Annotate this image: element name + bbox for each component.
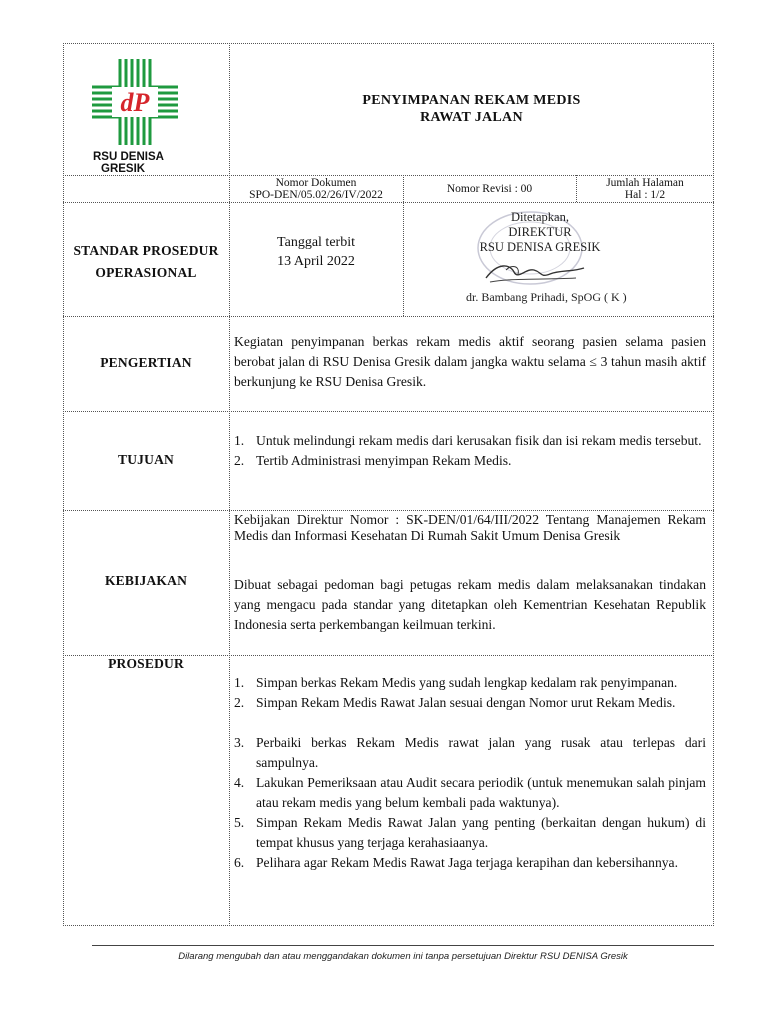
signature-icon (480, 258, 590, 288)
tujuan-label: TUJUAN (118, 452, 174, 467)
list-item (234, 451, 706, 471)
title-line2: RAWAT JALAN (420, 110, 523, 125)
hospital-cross-icon (90, 57, 180, 147)
list-number: 6. (234, 855, 245, 870)
approval-block (440, 210, 640, 255)
page-count-value: Hal : 1/2 (624, 189, 666, 201)
approval-line3: RSU DENISA GRESIK (479, 240, 601, 254)
list-number: 3. (234, 735, 245, 750)
title-line1: PENYIMPANAN REKAM MEDIS (362, 93, 581, 108)
doc-number-value: SPO-DEN/05.02/26/IV/2022 (249, 189, 383, 201)
list-item (234, 733, 706, 773)
kebijakan-purpose: Dibuat sebagai pedoman bagi petugas rekam medis dalam melaksanakan tindakan yang mengacu pada standar yang ditetapkan oleh Kementrian Kesehatan Republik Indonesia serta perkembangan keilmuan terkini. (234, 577, 706, 632)
list-number: 1. (234, 433, 245, 448)
svg-text:dP: dP (120, 88, 150, 117)
sop-label-line1: STANDAR PROSEDUR (73, 243, 219, 258)
kebijakan-label: KEBIJAKAN (104, 573, 188, 588)
signatory-name: dr. Bambang Prihadi, SpOG ( K ) (466, 290, 627, 304)
sop-label-line2: OPERASIONAL (95, 265, 197, 280)
column-divider (403, 202, 404, 316)
list-text: Perbaiki berkas Rekam Medis rawat jalan yang rusak atau terlepas dari sampulnya. (256, 735, 706, 770)
page-count (576, 177, 714, 201)
signature (480, 258, 590, 288)
doc-number-label: Nomor Dokumen (275, 177, 357, 189)
list-item (234, 813, 706, 853)
kebijakan-policy: Kebijakan Direktur Nomor : SK-DEN/01/64/III/2022 Tentang Manajemen Rekam Medis dan Informasi Kesehatan Di Rumah Sakit Umum Denisa Gresik (234, 512, 706, 543)
document-title (229, 92, 714, 126)
revision-number: Nomor Revisi : 00 (446, 183, 533, 195)
page-count-label: Jumlah Halaman (606, 177, 684, 189)
tujuan-list (234, 431, 706, 471)
row-divider (63, 316, 714, 317)
hospital-name (93, 151, 164, 175)
doc-number (229, 177, 403, 201)
hospital-logo (90, 57, 180, 147)
row-divider (63, 411, 714, 412)
list-number: 5. (234, 815, 245, 830)
list-item (234, 773, 706, 813)
list-number: 2. (234, 453, 245, 468)
hospital-name-line1: RSU DENISA (93, 151, 164, 163)
row-divider (63, 175, 714, 176)
approval-line1: Ditetapkan, (511, 210, 569, 224)
list-number: 2. (234, 695, 245, 710)
issue-date-value: 13 April 2022 (277, 254, 355, 269)
sop-label (63, 240, 229, 284)
row-divider (63, 202, 714, 203)
list-text: Lakukan Pemeriksaan atau Audit secara periodik (untuk menemukan salah pinjam atau rekam medis yang belum kembali pada waktunya). (256, 775, 706, 810)
prosedur-list (234, 673, 706, 873)
pengertian-label: PENGERTIAN (100, 355, 192, 370)
row-divider (63, 510, 714, 511)
prosedur-label: PROSEDUR (108, 656, 184, 671)
issue-date-label: Tanggal terbit (277, 235, 355, 250)
footer-divider (92, 945, 714, 946)
list-text: Tertib Administrasi menyimpan Rekam Medis. (256, 453, 512, 468)
column-divider (229, 43, 230, 926)
list-item (234, 853, 706, 873)
approval-line2: DIREKTUR (508, 225, 572, 239)
list-text: Pelihara agar Rekam Medis Rawat Jaga terjaga kerapihan dan kebersihannya. (256, 855, 678, 870)
list-text: Simpan Rekam Medis Rawat Jalan yang penting (berkaitan dengan hukum) di tempat khusus yang terjaga kerahasiaanya. (256, 815, 706, 850)
list-text: Simpan Rekam Medis Rawat Jalan sesuai dengan Nomor urut Rekam Medis. (256, 695, 676, 710)
list-number: 4. (234, 775, 245, 790)
list-item (234, 673, 706, 693)
list-number: 1. (234, 675, 245, 690)
hospital-name-line2: GRESIK (101, 163, 146, 175)
list-text: Untuk melindungi rekam medis dari kerusakan fisik dan isi rekam medis tersebut. (256, 433, 702, 448)
list-item (234, 693, 706, 713)
pengertian-text: Kegiatan penyimpanan berkas rekam medis aktif seorang pasien selama pasien berobat jalan di RSU Denisa Gresik dalam jangka waktu selama ≤ 3 tahun masih aktif berkunjung ke RSU Denisa Gresik. (234, 334, 706, 389)
issue-date (229, 233, 403, 271)
list-text: Simpan berkas Rekam Medis yang sudah lengkap kedalam rak penyimpanan. (256, 675, 678, 690)
list-item (234, 431, 706, 451)
footer-disclaimer: Dilarang mengubah dan atau menggandakan dokumen ini tanpa persetujuan Direktur RSU DENISA Gresik (178, 951, 628, 962)
